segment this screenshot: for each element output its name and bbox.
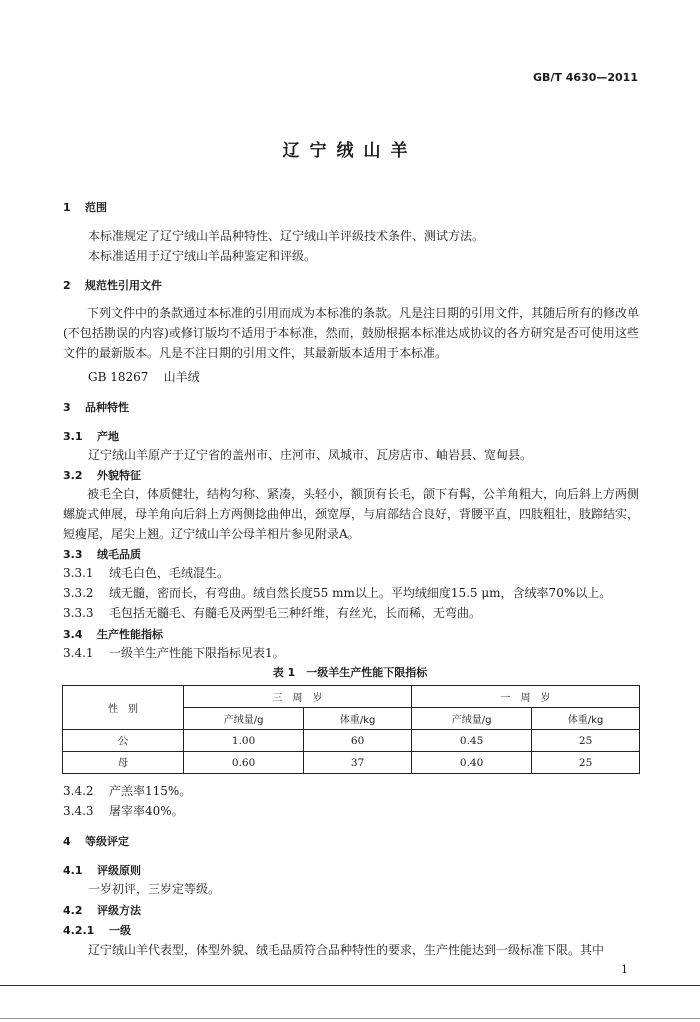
clause-number: 3.4.2 <box>63 784 94 798</box>
sex-column-header: 性 别 <box>63 686 184 730</box>
weight-header: 体重/kg <box>532 708 640 730</box>
next-page-edge <box>0 1018 700 1019</box>
clause-3-3-3 <box>63 604 481 621</box>
yield-header: 产绒量/g <box>411 708 531 730</box>
weight-header: 体重/kg <box>304 708 412 730</box>
subsection-3-2-heading <box>63 467 141 483</box>
subsection-number: 3.2 <box>63 469 83 482</box>
subsection-3-3-heading <box>63 546 141 562</box>
clause-text: 绒无髓，密而长，有弯曲。绒自然长度55 mm以上。平均绒细度15.5 μm，含绒率70%以上。 <box>109 586 612 600</box>
document-title: 辽宁绒山羊 <box>282 141 418 161</box>
section-title: 等级评定 <box>85 835 129 848</box>
section-title: 品种特性 <box>85 401 129 414</box>
table-cell: 1.00 <box>184 730 304 752</box>
clause-3-3-1 <box>63 564 229 581</box>
section-3-heading <box>63 399 129 415</box>
yield-header: 产绒量/g <box>184 708 304 730</box>
clause-number: 3.4.3 <box>63 804 94 818</box>
subsection-4-1-text: 一岁初评，三岁定等级。 <box>88 882 221 896</box>
subsection-title: 评级方法 <box>97 904 141 917</box>
page-bottom-rule <box>0 985 700 986</box>
clause-number: 3.3.2 <box>63 586 94 600</box>
subsection-title: 产地 <box>97 430 119 443</box>
subsection-number: 4.2 <box>63 904 83 917</box>
age-group-3-years-header: 三 周 岁 <box>184 686 412 708</box>
clause-text: 绒毛白色，毛绒混生。 <box>109 566 230 580</box>
table-cell: 0.60 <box>184 752 304 774</box>
clause-3-4-2 <box>63 782 191 799</box>
subsection-title: 评级原则 <box>97 864 141 877</box>
table-cell: 60 <box>304 730 412 752</box>
document-number: GB/T 4630—2011 <box>533 71 638 84</box>
section-number: 3 <box>63 401 71 414</box>
subsection-title: 绒毛品质 <box>97 548 141 561</box>
subsection-title: 外貌特征 <box>97 469 141 482</box>
clause-text: 屠宰率40%。 <box>109 804 184 818</box>
table-cell: 37 <box>304 752 412 774</box>
subsection-3-4-heading <box>63 626 163 642</box>
normative-reference <box>88 368 200 385</box>
table-cell: 0.45 <box>411 730 531 752</box>
clause-number: 4.2.1 <box>63 924 95 937</box>
section-1-para-1: 本标准规定了辽宁绒山羊品种特性、辽宁绒山羊评级技术条件、测试方法。 <box>88 229 485 243</box>
clause-text: 产羔率115%。 <box>109 784 192 798</box>
reference-title: 山羊绒 <box>163 370 200 384</box>
table-cell: 25 <box>532 752 640 774</box>
subsection-4-2-heading <box>63 902 141 918</box>
section-2-paragraph: 下列文件中的条款通过本标准的引用而成为本标准的条款。凡是注日期的引用文件，其随后所有的修改单(不包括勘误的内容)或修订版均不适用于本标准，然而，鼓励根据本标准达成协议的各方研究是否可使用这些文件的最新版本。凡是不注日期的引用文件，其最新版本适用于本标准。 <box>63 306 640 360</box>
reference-code: GB 18267 <box>88 370 149 384</box>
section-number: 4 <box>63 835 71 848</box>
subsection-number: 3.1 <box>63 430 83 443</box>
clause-number: 3.3.3 <box>63 606 94 620</box>
table-row <box>63 730 640 752</box>
section-4-heading <box>63 833 129 849</box>
clause-3-4-1 <box>63 644 285 661</box>
table-cell-sex: 母 <box>63 752 184 774</box>
subsection-3-1-heading <box>63 428 119 444</box>
section-number: 2 <box>63 279 71 292</box>
clause-4-2-1-text: 辽宁绒山羊代表型，体型外貌、绒毛品质符合品种特性的要求，生产性能达到一级标准下限。其中 <box>88 943 605 957</box>
table-row <box>63 752 640 774</box>
clause-text: 一级羊生产性能下限指标见表1。 <box>109 646 285 660</box>
clause-text: 毛包括无髓毛、有髓毛及两型毛三种纤维，有丝光，长而稀，无弯曲。 <box>109 606 482 620</box>
subsection-3-1-text: 辽宁绒山羊原产于辽宁省的盖州市、庄河市、凤城市、瓦房店市、岫岩县、宽甸县。 <box>88 448 533 462</box>
table-1 <box>62 685 640 774</box>
clause-number: 3.3.1 <box>63 566 94 580</box>
section-number: 1 <box>63 201 71 214</box>
section-1-heading <box>63 199 107 215</box>
subsection-number: 3.4 <box>63 628 83 641</box>
section-title: 规范性引用文件 <box>85 279 162 292</box>
subsection-number: 3.3 <box>63 548 83 561</box>
subsection-4-1-heading <box>63 862 141 878</box>
clause-4-2-1-heading <box>63 922 131 938</box>
clause-3-3-2 <box>63 584 611 601</box>
table-cell: 0.40 <box>411 752 531 774</box>
subsection-3-2-text: 被毛全白，体质健壮，结构匀称、紧凑，头轻小，额顶有长毛，颌下有髯，公羊角粗大，向后斜上方两侧螺旋式伸展，母羊角向后斜上方两侧捻曲伸出，颈宽厚，与肩部结合良好，背腰平直，四肢粗壮，肢蹄结实，短瘦尾，尾尖上翘。辽宁绒山羊公母羊相片参见附录A。 <box>63 487 640 541</box>
age-group-1-year-header: 一 周 岁 <box>411 686 639 708</box>
subsection-title: 生产性能指标 <box>97 628 163 641</box>
clause-number: 3.4.1 <box>63 646 94 660</box>
section-2-heading <box>63 277 162 293</box>
table-1-caption: 表 1 一级羊生产性能下限指标 <box>272 666 428 679</box>
page-number: 1 <box>621 963 628 976</box>
clause-title: 一级 <box>109 924 131 937</box>
clause-3-4-3 <box>63 802 184 819</box>
section-1-para-2: 本标准适用于辽宁绒山羊品种鉴定和评级。 <box>88 249 317 263</box>
table-cell-sex: 公 <box>63 730 184 752</box>
table-cell: 25 <box>532 730 640 752</box>
subsection-number: 4.1 <box>63 864 83 877</box>
section-title: 范围 <box>85 201 107 214</box>
